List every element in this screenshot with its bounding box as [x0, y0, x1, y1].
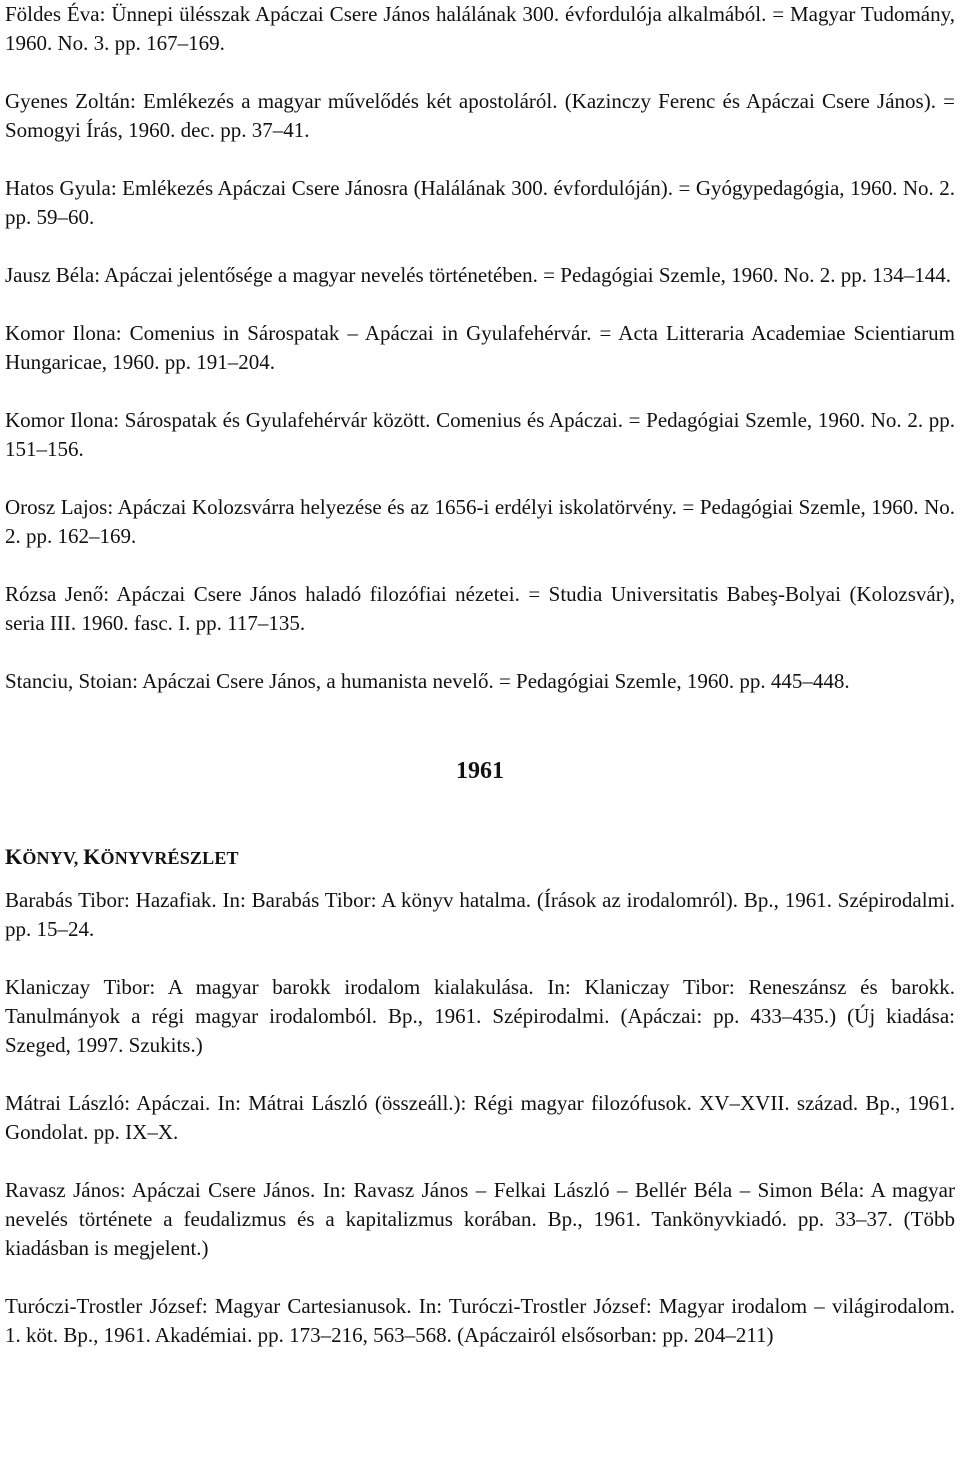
bibliography-entry: Klaniczay Tibor: A magyar barokk irodalom kialakulása. In: Klaniczay Tibor: Reneszánsz és barokk. Tanulmányok a régi magyar irodalomból. Bp., 1961. Szépirodalmi. (Apáczai: pp. 433–435.) (Új kiadása: Szeged, 1997. Szukits.): [5, 975, 955, 1057]
bibliography-entry: Földes Éva: Ünnepi ülésszak Apáczai Csere János halálának 300. évfordulója alkalmából. = Magyar Tudomány, 1960. No. 3. pp. 167–169.: [5, 2, 955, 55]
year-heading: 1961: [456, 758, 504, 784]
section-heading-part: ÖNYVRÉSZLET: [100, 848, 239, 868]
bibliography-entry: Rózsa Jenő: Apáczai Csere János haladó filozófiai nézetei. = Studia Universitatis Babeş-Bolyai (Kolozsvár), seria III. 1960. fasc. I. pp. 117–135.: [5, 582, 955, 635]
bibliography-entry: Mátrai László: Apáczai. In: Mátrai László (összeáll.): Régi magyar filozófusok. XV–XVII. század. Bp., 1961. Gondolat. pp. IX–X.: [5, 1091, 955, 1144]
bibliography-entry: Hatos Gyula: Emlékezés Apáczai Csere Jánosra (Halálának 300. évfordulóján). = Gyógypedagógia, 1960. No. 2. pp. 59–60.: [5, 176, 955, 229]
bibliography-entry: Gyenes Zoltán: Emlékezés a magyar művelődés két apostoláról. (Kazinczy Ferenc és Apáczai Csere János). = Somogyi Írás, 1960. dec. pp. 37–41.: [5, 89, 955, 142]
bibliography-1960: [5, 0, 955, 696]
bibliography-entry: Orosz Lajos: Apáczai Kolozsvárra helyezése és az 1656-i erdélyi iskolatörvény. = Pedagógiai Szemle, 1960. No. 2. pp. 162–169.: [5, 495, 955, 548]
bibliography-entry: Ravasz János: Apáczai Csere János. In: Ravasz János – Felkai László – Bellér Béla – Simon Béla: A magyar nevelés története a feudalizmus és a kapitalizmus korában. Bp., 1961. Tankönyvkiadó. pp. 33–37. (Több kiadásban is megjelent.): [5, 1178, 955, 1260]
section-heading-part: ÖNYV,: [22, 848, 84, 868]
section-heading-initial: K: [83, 844, 101, 869]
bibliography-1961: [5, 886, 955, 1350]
bibliography-entry: Stanciu, Stoian: Apáczai Csere János, a humanista nevelő. = Pedagógiai Szemle, 1960. pp. 445–448.: [5, 669, 850, 693]
year-section-header: [5, 696, 955, 886]
bibliography-entry: Turóczi-Trostler József: Magyar Cartesianusok. In: Turóczi-Trostler József: Magyar irodalom – világirodalom. 1. köt. Bp., 1961. Akadémiai. pp. 173–216, 563–568. (Apáczairól elsősorban: pp. 204–211): [5, 1294, 955, 1347]
section-heading: [5, 842, 239, 873]
bibliography-entry: Jausz Béla: Apáczai jelentősége a magyar nevelés történetében. = Pedagógiai Szemle, 1960. No. 2. pp. 134–144.: [5, 263, 952, 287]
bibliography-entry: Komor Ilona: Comenius in Sárospatak – Apáczai in Gyulafehérvár. = Acta Litteraria Academiae Scientiarum Hungaricae, 1960. pp. 191–204.: [5, 321, 955, 374]
bibliography-entry: Komor Ilona: Sárospatak és Gyulafehérvár között. Comenius és Apáczai. = Pedagógiai Szemle, 1960. No. 2. pp. 151–156.: [5, 408, 955, 461]
document-page: [5, 0, 955, 1350]
bibliography-entry: Barabás Tibor: Hazafiak. In: Barabás Tibor: A könyv hatalma. (Írások az irodalomról). Bp., 1961. Szépirodalmi. pp. 15–24.: [5, 888, 955, 941]
section-heading-initial: K: [5, 844, 23, 869]
